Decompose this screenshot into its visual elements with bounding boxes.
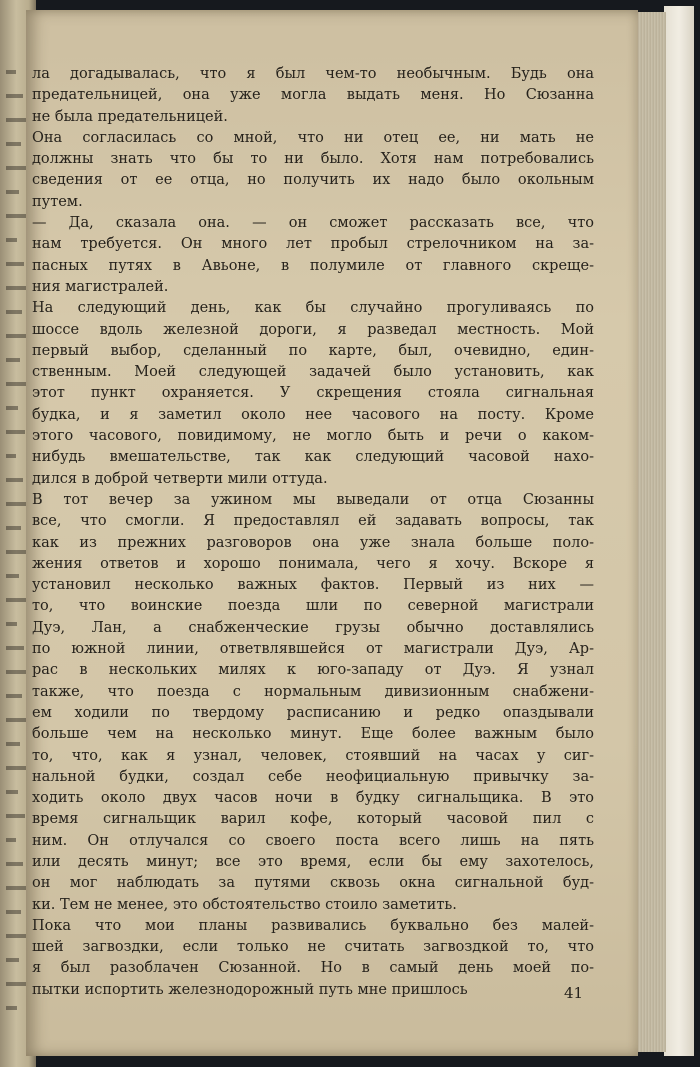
text-line: Дуэ, Лан, а снабженческие грузы обычно доставлялись [32,619,594,636]
text-line: ним. Он отлучался со своего поста всего лишь на пять [32,832,594,849]
left-page-text-fragment [6,166,28,170]
paragraph [32,490,594,916]
text-line: На следующий день, как бы случайно прогуливаясь по [32,300,594,317]
left-page-text-fragment [6,382,27,386]
text-line: этого часового, повидимому, не могло быть и речи о каком- [32,428,594,445]
page-number: 41 [564,984,584,1002]
left-page-text-fragment [6,94,23,98]
left-page-text-fragment [6,142,21,146]
left-page-text-fragment [6,910,21,914]
text-line: не была предательницей. [32,108,228,125]
text-line: Она согласилась со мной, что ни отец ее, ни мать не [32,129,594,146]
text-line: больше чем на несколько минут. Еще более важным было [32,726,594,743]
left-page-text-fragment [6,430,25,434]
paragraph [32,916,594,1001]
text-line: по южной линии, ответвлявшейся от магистрали Дуэ, Ар- [32,641,594,658]
page-text [32,64,594,1001]
text-line: или десять минут; все это время, если бы ему захотелось, [32,853,594,870]
text-line: ния магистралей. [32,278,169,295]
text-line: жения ответов и хорошо понимала, чего я хочу. Вскоре я [32,555,594,572]
paragraph [32,128,594,213]
left-page-text-fragment [6,1006,17,1010]
left-page-text-fragment [6,814,25,818]
left-page-text-fragment [6,454,16,458]
left-page-text-fragment [6,406,18,410]
text-line: шоссе вдоль железной дороги, я разведал местность. Мой [32,321,594,338]
left-page-text-fragment [6,358,20,362]
text-line: рас в нескольких милях к юго-западу от Дуэ. Я узнал [32,662,594,679]
text-line: первый выбор, сделанный по карте, был, очевидно, един- [32,342,594,359]
text-line: все, что смогли. Я предоставлял ей задавать вопросы, так [32,513,594,530]
text-line: ем ходили по твердому расписанию и редко опаздывали [32,704,594,721]
text-line: то, что, как я узнал, человек, стоявший на часах у сиг- [32,747,594,764]
text-line: он мог наблюдать за путями сквозь окна сигнальной буд- [32,875,594,892]
left-page-text-fragment [6,190,19,194]
left-page-text-fragment [6,742,20,746]
paragraph [32,213,594,298]
text-line: нам требуется. Он много лет пробыл стрелочником на за- [32,236,594,253]
text-line: нальной будки, создал себе неофициальную привычку за- [32,768,594,785]
text-line: установил несколько важных фактов. Первый из них — [32,577,594,594]
text-line: В тот вечер за ужином мы выведали от отца Сюзанны [32,491,594,508]
text-line: путем. [32,193,83,210]
left-page-text-fragment [6,214,26,218]
left-page-text-fragment [6,790,18,794]
left-page-text-fragment [6,238,17,242]
left-page-text-fragment [6,838,16,842]
text-line: нибудь вмешательстве, так как следующий часовой нахо- [32,449,594,466]
text-line: — Да, сказала она. — он сможет рассказать все, что [32,215,594,232]
text-line: ственным. Моей следующей задачей было установить, как [32,364,594,381]
text-line: пытки испортить железнодорожный путь мне пришлось [32,981,468,998]
left-page-text-fragment [6,862,23,866]
text-line: должны знать что бы то ни было. Хотя нам потребовались [32,151,594,168]
text-line: этот пункт охраняется. У скрещения стояла сигнальная [32,385,594,402]
back-page-stack [664,6,694,1056]
text-line: ходить около двух часов ночи в будку сигнальщика. В это [32,790,594,807]
left-page-text-fragment [6,478,23,482]
text-line: также, что поезда с нормальным дивизионным снабжени- [32,683,594,700]
left-page-text-fragment [6,550,28,554]
left-page-text-fragment [6,70,16,74]
paragraph [32,64,594,128]
text-line: шей загвоздки, если только не считать загвоздкой то, что [32,939,594,956]
page-stack-edge [636,12,666,1052]
text-line: как из прежних разговоров она уже знала больше поло- [32,534,594,551]
text-line: Пока что мои планы развивались буквально без малей- [32,917,594,934]
text-line: сведения от ее отца, но получить их надо было окольным [32,172,594,189]
left-page-text-fragment [6,694,22,698]
text-line: ла догадывалась, что я был чем-то необычным. Будь она [32,66,594,82]
left-page-text-fragment [6,598,26,602]
text-line: дился в доброй четверти мили оттуда. [32,470,328,487]
left-page-text-fragment [6,310,22,314]
left-page-text-fragment [6,982,26,986]
left-page-text-fragment [6,574,19,578]
text-line: время сигнальщик варил кофе, который часовой пил с [32,811,594,828]
text-line: пасных путях в Авьоне, в полумиле от главного скреще- [32,257,594,274]
left-page-text-fragment [6,766,27,770]
left-page-text-fragment [6,934,28,938]
paragraph [32,298,594,490]
text-line: я был разоблачен Сюзанной. Но в самый день моей по- [32,960,594,977]
text-line: ки. Тем не менее, это обстоятельство стоило заметить. [32,896,457,913]
left-page-text-fragment [6,262,24,266]
left-page-text-fragment [6,646,24,650]
text-line: предательницей, она уже могла выдать меня. Но Сюзанна [32,87,594,104]
text-line: то, что воинские поезда шли по северной магистрали [32,598,594,615]
left-page-text-fragment [6,622,17,626]
left-page-text-fragment [6,958,19,962]
left-page-text-fragment [6,526,21,530]
text-line: будка, и я заметил около нее часового на посту. Кроме [32,406,594,423]
